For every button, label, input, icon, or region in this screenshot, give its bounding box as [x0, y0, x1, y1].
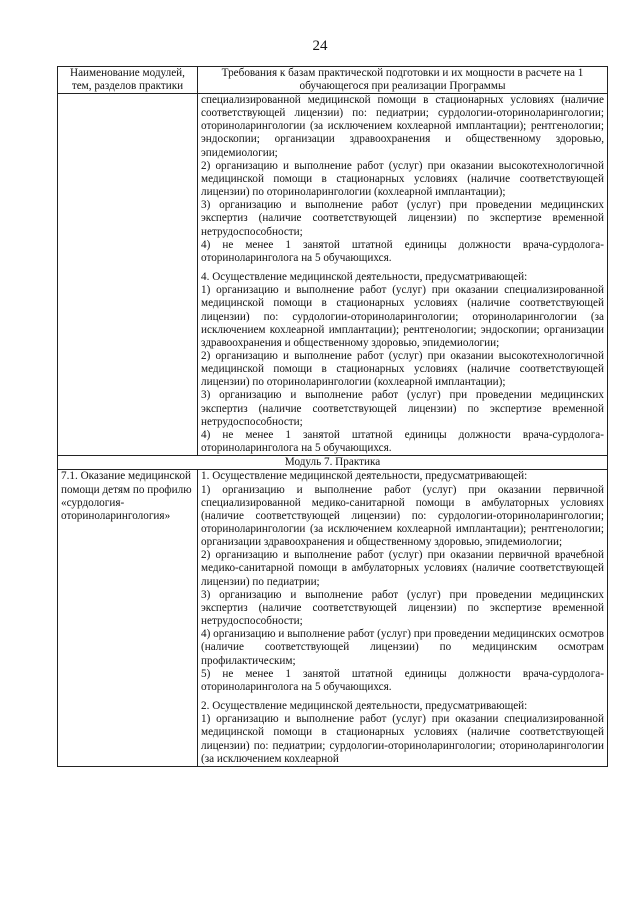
requirement-item: 4) организацию и выполнение работ (услуг) при проведении медицинских осмотров (наличие соответствующей лицензии) по медицинским осмотрам профилактическим; — [201, 628, 604, 667]
header-module-names: Наименование модулей, тем, разделов практики — [58, 67, 198, 94]
table-row-continued — [58, 94, 608, 456]
table-row-7-1 — [58, 470, 608, 766]
requirement-item: 5) не менее 1 занятой штатной единицы должности врача-сурдолога-оториноларинголога на 5 обучающихся. — [201, 667, 604, 693]
section-heading: 4. Осуществление медицинской деятельности, предусматривающей: — [201, 271, 528, 284]
section-heading: 1. Осуществление медицинской деятельности, предусматривающей: — [201, 470, 528, 483]
requirements-cell-continued — [198, 94, 608, 456]
module-title: Модуль 7. Практика — [58, 456, 608, 470]
module-title-row — [58, 456, 608, 470]
section-heading: 2. Осуществление медицинской деятельности, предусматривающей: — [201, 700, 528, 713]
header-base-requirements: Требования к базам практической подготовки и их мощности в расчете на 1 обучающегося при реализации Программы — [198, 67, 608, 94]
page-number: 24 — [312, 38, 328, 54]
topic-name-cell: 7.1. Оказание медицинской помощи детям по профилю «сурдология-оториноларингология» — [58, 470, 198, 766]
requirement-item: 3) организацию и выполнение работ (услуг) при проведении медицинских экспертиз (наличие соответствующей лицензии) по экспертизе временной нетрудоспособности; — [201, 199, 604, 238]
requirement-item: 2) организацию и выполнение работ (услуг) при оказании высокотехнологичной медицинской помощи в стационарных условиях (наличие соответствующей лицензии) по оториноларингологии (кохлеарной имплантации); — [201, 349, 604, 389]
requirements-table — [57, 66, 608, 767]
requirement-item: 1) организацию и выполнение работ (услуг) при оказании специализированной медицинской помощи в стационарных условиях (наличие соответствующей лицензии) по: педиатрии; сурдологии-оториноларингологии; оториноларингологии (за исключением кохлеарной — [201, 713, 604, 765]
table-header-row — [58, 67, 608, 94]
requirement-item: 2) организацию и выполнение работ (услуг) при оказании высокотехнологичной медицинской помощи в стационарных условиях (наличие соответствующей лицензии) по оториноларингологии (кохлеарной имплантации); — [201, 159, 604, 199]
requirement-item: специализированной медицинской помощи в стационарных условиях (наличие соответствующей лицензии) по: педиатрии; сурдологии-оториноларингологии; оториноларингологии (за исключением кохлеарной имплантации); рентгенологии; эндоскопии; организации здравоохранения и общественному здоровью, эпидемиологии; — [201, 94, 604, 159]
requirement-item: 1) организацию и выполнение работ (услуг) при оказании первичной специализированной медико-санитарной помощи в амбулаторных условиях (наличие соответствующей лицензии) по: сурдологии-оториноларингологии; оториноларингологии (за исключением кохлеарной имплантации); рентгенологии; организации здравоохранения и общественному здоровью, эпидемиологии; — [201, 483, 604, 549]
requirement-item: 3) организацию и выполнение работ (услуг) при проведении медицинских экспертиз (наличие соответствующей лицензии) по экспертизе временной нетрудоспособности; — [201, 389, 604, 428]
requirement-item: 4) не менее 1 занятой штатной единицы должности врача-сурдолога-оториноларинголога на 5 обучающихся. — [201, 238, 604, 264]
requirement-item: 3) организацию и выполнение работ (услуг) при проведении медицинских экспертиз (наличие соответствующей лицензии) по экспертизе временной нетрудоспособности; — [201, 588, 604, 628]
requirement-item: 1) организацию и выполнение работ (услуг) при оказании специализированной медицинской помощи в стационарных условиях (наличие соответствующей лицензии) по: сурдологии-оториноларингологии; оториноларингологии (за исключением кохлеарной имплантации); рентгенологии; эндоскопии; организации здравоохранения и общественному здоровью, эпидемиологии; — [201, 284, 604, 349]
requirement-item: 4) не менее 1 занятой штатной единицы должности врача-сурдолога-оториноларинголога на 5 обучающихся. — [201, 428, 604, 455]
requirement-item: 2) организацию и выполнение работ (услуг) при оказании первичной врачебной медико-санитарной помощи в амбулаторных условиях (наличие соответствующей лицензии) по педиатрии; — [201, 549, 604, 588]
requirements-cell-7-1 — [198, 470, 608, 766]
empty-name-cell — [58, 94, 198, 456]
